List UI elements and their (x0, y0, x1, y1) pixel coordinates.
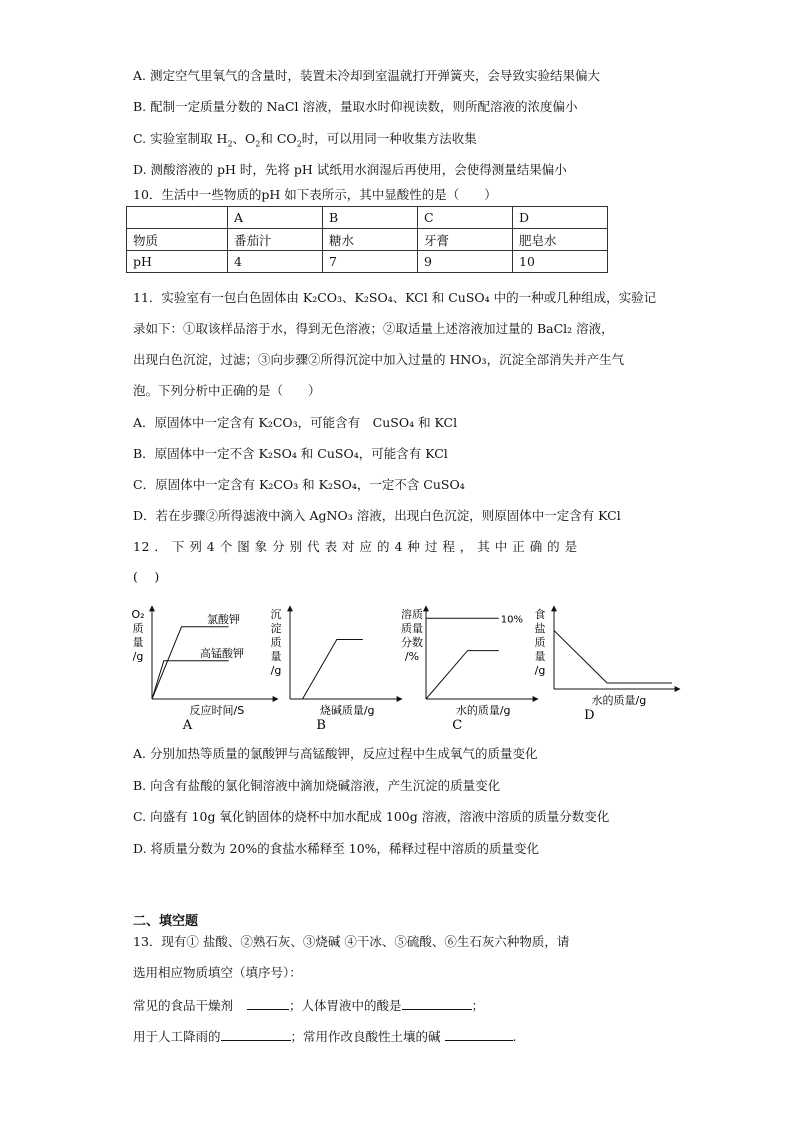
series-line-0 (554, 631, 672, 684)
q11-option-b: B．原固体中一定不含 K₂SO₄ 和 CuSO₄，可能含有 KCl (133, 446, 448, 461)
x-label: 水的质量/g (455, 704, 511, 717)
q11-option-a: A．原固体中一定含有 K₂CO₃，可能含有 CuSO₄ 和 KCl (133, 415, 458, 430)
q12-charts (126, 604, 686, 734)
q12-option-d: D. 将质量分数为 20%的食盐水稀释至 10%，稀释过程中溶质的质量变化 (133, 841, 540, 856)
chart-letter: A (182, 718, 193, 733)
table-cell: 7 (323, 251, 418, 273)
table-cell: 10 (513, 251, 608, 273)
q11-option-c: C．原固体中一定含有 K₂CO₃ 和 K₂SO₄，一定不含 CuSO₄ (133, 477, 465, 492)
q11-stem-line-4: 泡。下列分析中正确的是（ ） (133, 383, 321, 398)
table-cell: 肥皂水 (513, 229, 608, 251)
y-label: 质量 (401, 622, 423, 635)
series-label: 高锰酸钾 (200, 646, 244, 660)
q12-paren: ( ) (133, 569, 160, 584)
q9-option-a: A. 测定空气里氧气的含量时，装置未冷却到室温就打开弹簧夹，会导致实验结果偏大 (133, 68, 600, 83)
q11-stem-line-3: 出现白色沉淀，过滤；③向步骤②所得沉淀中加入过量的 HNO₃，沉淀全部消失并产生气 (133, 352, 625, 367)
y-label: /g (132, 650, 144, 663)
series-line-1 (152, 661, 229, 699)
series-label: 氯酸钾 (207, 612, 240, 626)
blank-stomach-acid[interactable] (402, 997, 472, 1010)
section-title: 二、填空题 (133, 914, 199, 929)
q11-stem-line-1: 11．实验室有一包白色固体由 K₂CO₃、K₂SO₄、KCl 和 CuSO₄ 中的一种或几种组成，实验记 (133, 290, 657, 305)
y-label: O₂ (131, 608, 145, 621)
x-label: 反应时间/S (189, 704, 245, 717)
table-cell: 4 (228, 251, 323, 273)
table-cell: B (323, 207, 418, 229)
table-cell: 物质 (127, 229, 228, 251)
y-label: 量 (534, 650, 546, 663)
y-label: 量 (270, 650, 282, 663)
table-cell: pH (127, 251, 228, 273)
table-row (127, 207, 608, 229)
q9-option-d: D. 测酸溶液的 pH 时，先将 pH 试纸用水润湿后再使用，会使得测量结果偏小 (133, 162, 567, 177)
chart-B (271, 606, 403, 733)
y-label: 食 (534, 608, 546, 621)
chart-letter: C (452, 718, 463, 733)
series-line-0 (290, 640, 363, 700)
q9-option-c: C. 实验室制取 $H_2$、$O_2$和 $CO_2$时，可以用同一种收集方法收集 (133, 131, 477, 149)
q13-stem-line-2: 选用相应物质填空（填序号）： (133, 965, 302, 980)
q12-option-c: C. 向盛有 10g 氧化钠固体的烧杯中加水配成 100g 溶液，溶液中溶质的质量分数变化 (133, 809, 610, 824)
series-line-1 (426, 651, 499, 699)
q9-option-b: B. 配制一定质量分数的 NaCl 溶液，量取水时仰视读数，则所配溶液的浓度偏小 (133, 99, 578, 114)
y-label: 淀 (270, 622, 282, 635)
q12-stem: 12 ． 下 列 4 个 图 象 分 别 代 表 对 应 的 4 种 过 程 ， 其 中 正 确 的 是 (133, 539, 578, 554)
y-label: 分数 (401, 636, 423, 649)
blank-soil-base[interactable] (445, 1028, 513, 1041)
chart-A (131, 606, 278, 733)
table-cell: A (228, 207, 323, 229)
chart-D (535, 606, 681, 723)
q13-line-4: 用于人工降雨的 ；常用作改良酸性土壤的碱 . (133, 1029, 517, 1044)
y-label: 质 (270, 636, 282, 649)
q12-option-a: A. 分别加热等质量的氯酸钾与高锰酸钾，反应过程中生成氧气的质量变化 (133, 746, 538, 761)
table-cell: 9 (418, 251, 513, 273)
y-label: 质 (534, 636, 546, 649)
table-cell (127, 207, 228, 229)
q13-line-3: 常见的食品干燥剂 ；人体胃液中的酸是 ； (133, 998, 485, 1013)
y-label: 质 (132, 622, 144, 635)
x-label: 烧碱质量/g (319, 704, 375, 717)
x-label: 水的质量/g (591, 694, 647, 707)
q11-stem-line-2: 录如下：①取该样品溶于水，得到无色溶液；②取适量上述溶液加过量的 BaCl₂ 溶液， (133, 321, 614, 336)
y-label: 盐 (534, 622, 546, 635)
q13-stem-line-1: 13．现有① 盐酸、②熟石灰、③烧碱 ④干冰、⑤硫酸、⑥生石灰六种物质，请 (133, 934, 570, 949)
chart-letter: B (316, 718, 326, 733)
y-label: /% (404, 650, 420, 663)
table-cell: 番茄汁 (228, 229, 323, 251)
table-cell: 糖水 (323, 229, 418, 251)
table-cell: D (513, 207, 608, 229)
table-cell: C (418, 207, 513, 229)
y-label: 量 (132, 636, 144, 649)
blank-artificial-rain[interactable] (221, 1028, 291, 1041)
series-label: 10% (500, 614, 524, 626)
table-cell: 牙膏 (418, 229, 513, 251)
y-label: /g (534, 664, 546, 677)
table-row (127, 251, 608, 273)
q12-option-b: B. 向含有盐酸的氯化铜溶液中滴加烧碱溶液，产生沉淀的质量变化 (133, 778, 501, 793)
ph-table (126, 206, 608, 273)
q10-stem: 10．生活中一些物质的pH 如下表所示，其中显酸性的是（ ） (133, 187, 497, 202)
chart-letter: D (584, 708, 595, 723)
y-label: 沉 (270, 608, 282, 621)
q11-option-d: D．若在步骤②所得滤液中滴入 AgNO₃ 溶液，出现白色沉淀，则原固体中一定含有 KCl (133, 508, 621, 523)
y-label: 溶质 (401, 608, 423, 621)
table-row (127, 229, 608, 251)
blank-food-desiccant[interactable] (247, 997, 289, 1010)
y-label: /g (270, 664, 282, 677)
